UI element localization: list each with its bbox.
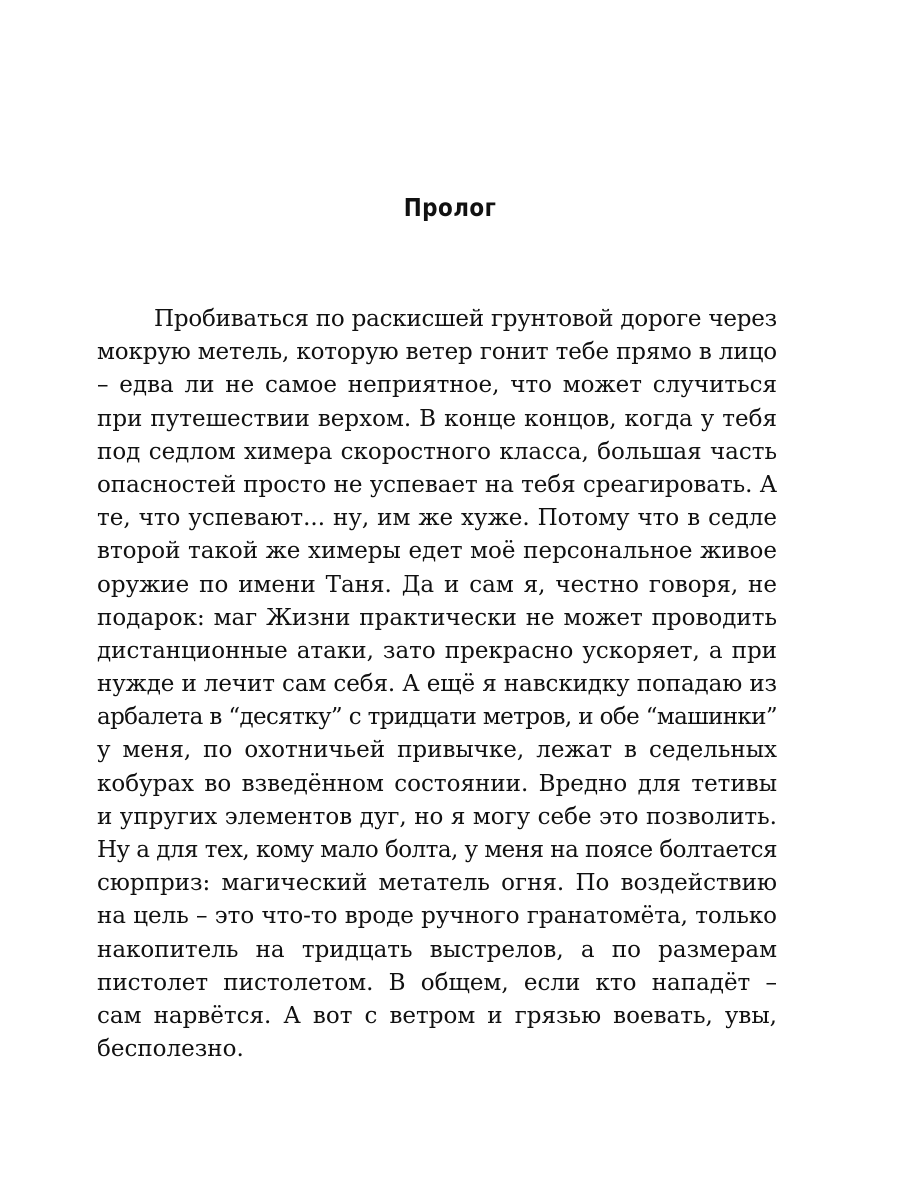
text-line: – едва ли не самое неприятное, что может случиться <box>97 372 777 399</box>
text-line: дистанционные атаки, зато прекрасно ускоряет, а при <box>97 637 777 664</box>
text-line: на цель – это что-то вроде ручного гранатомёта, только <box>97 903 777 930</box>
text-line: те, что успевают... ну, им же хуже. Потому что в седле <box>97 505 777 532</box>
text-line: оружие по имени Таня. Да и сам я, честно говоря, не <box>97 571 777 598</box>
text-line: пистолет пистолетом. В общем, если кто нападёт – <box>97 969 777 996</box>
text-line: нужде и лечит сам себя. А ещё я навскидку попадаю из <box>97 671 777 698</box>
text-line: Пробиваться по раскисшей грунтовой дороге через <box>154 306 777 332</box>
text-line: мокрую метель, которую ветер гонит тебе прямо в лицо <box>97 339 777 366</box>
text-line: кобурах во взведённом состоянии. Вредно для тетивы <box>97 770 777 797</box>
text-line: накопитель на тридцать выстрелов, а по размерам <box>97 936 777 963</box>
chapter-title: Пролог <box>403 193 497 222</box>
text-line: подарок: маг Жизни практически не может проводить <box>97 604 777 631</box>
text-line: сам нарвётся. А вот с ветром и грязью воевать, увы, <box>97 1002 777 1029</box>
text-line: и упругих элементов дуг, но я могу себе это позволить. <box>97 803 777 830</box>
text-line: при путешествии верхом. В конце концов, когда у тебя <box>97 405 777 432</box>
prologue-paragraph <box>97 303 777 1066</box>
text-line: арбалета в “десятку” с тридцати метров, и обе “машинки” <box>97 704 777 731</box>
text-line: сюрприз: магический метатель огня. По воздействию <box>97 870 777 897</box>
text-line: у меня, по охотничьей привычке, лежат в седельных <box>97 737 777 764</box>
text-line: второй такой же химеры едет моё персональное живое <box>97 538 777 565</box>
text-line: опасностей просто не успевает на тебя среагировать. А <box>97 471 777 498</box>
text-line: бесполезно. <box>97 1036 244 1063</box>
text-line: под седлом химера скоростного класса, большая часть <box>97 438 777 465</box>
text-line: Ну а для тех, кому мало болта, у меня на поясе болтается <box>97 837 777 863</box>
